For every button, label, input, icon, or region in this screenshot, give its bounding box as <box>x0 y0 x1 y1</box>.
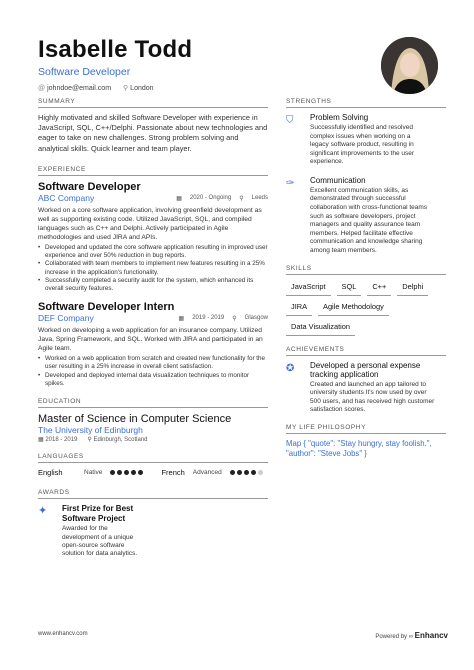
location-pin-icon: ⚲ <box>123 85 129 92</box>
job-bullet: • Collaborated with team members to implement new features resulting in a 25% increase in the application's functionality. <box>38 260 268 276</box>
strength-description: Successfully identified and resolved complex issues when working on a legacy software product, resulting in significant improvements to the user experience. <box>310 124 415 166</box>
job-bullet: • Worked on a web application from scratch and created new functionality for the user resulting in a 25% increase in overall client satisfaction. <box>38 355 268 371</box>
location-item <box>123 84 154 92</box>
achievement-description: Created and launched an app tailored to university students It's now used by over 500 users, and has received high customer satisfaction scores. <box>310 380 435 414</box>
philosophy-text: Map { "quote": "Stay hungry, stay foolish.", "author": "Steve Jobs" } <box>286 438 432 459</box>
strength-title: Communication <box>310 175 366 185</box>
strength-entry <box>286 113 446 167</box>
job-bullet: • Developed and deployed internal data visualization techniques to monitor spikes. <box>38 372 268 388</box>
rating-dot <box>258 470 263 475</box>
job-description: Worked on a core software application, involving greenfield development as well as supporting existing code. Utilized JavaScript, SQL, and compiled languages such as C++ and Delphi. Actively participated in Agile methodologies and used JIRA and APIs. <box>38 206 262 242</box>
right-column <box>286 98 446 460</box>
footer-website[interactable]: www.enhancv.com <box>38 631 88 637</box>
language-name: English <box>38 467 63 477</box>
education-entry <box>38 413 268 443</box>
profile-photo-image <box>381 37 438 94</box>
brand-name: Enhancv <box>414 631 448 640</box>
skill-tag: Delphi <box>397 280 428 296</box>
job-meta <box>38 193 268 203</box>
philosophy-section-title: MY LIFE PHILOSOPHY <box>286 424 446 434</box>
location-pin-icon: ⚲ <box>87 436 94 443</box>
job-title: Software Developer Intern <box>38 301 175 314</box>
skill-tag: Agile Methodology <box>318 300 389 316</box>
degree-title: Master of Science in Computer Science <box>38 412 232 425</box>
rating-dot <box>131 470 136 475</box>
job-entry <box>38 181 268 293</box>
at-icon: @ <box>38 84 46 92</box>
rating-dot <box>237 470 242 475</box>
footer-branding <box>375 631 448 640</box>
skill-tag: SQL <box>337 280 362 296</box>
job-bullet: • Developed and updated the core software application resulting in improved user experience and over 50% reduction in bug reports. <box>38 244 268 260</box>
handshake-icon: ✑ <box>286 177 295 189</box>
job-bullet: • Successfully completed a security audit for the system, which enhanced its overall security features. <box>38 277 268 293</box>
job-company: DEF Company <box>38 313 94 324</box>
left-column <box>38 98 268 559</box>
rating-dot <box>117 470 122 475</box>
job-description: Worked on developing a web application for an insurance company. Utilized Java, Spring Framework, and SQL. Worked with JIRA and participated in an Agile team. <box>38 327 263 353</box>
achievement-entry <box>286 361 446 415</box>
ribbon-icon: ✪ <box>286 362 295 374</box>
job-company: ABC Company <box>38 192 95 203</box>
strength-description: Excellent communication skills, as demonstrated through successful collaboration with cross-functional teams such as software developers, project managers and quality assurance team members. Helped facilitate effective communication and knowledge sharing among team members. <box>310 186 428 254</box>
skills-section-title: SKILLS <box>286 265 446 275</box>
language-level: Native <box>84 468 103 476</box>
profile-photo <box>381 37 438 94</box>
languages-section-title: LANGUAGES <box>38 453 268 463</box>
rating-dot <box>230 470 235 475</box>
awards-section-title: AWARDS <box>38 489 268 499</box>
experience-section-title: EXPERIENCE <box>38 166 268 176</box>
language-rating <box>230 470 263 475</box>
skill-tag: JIRA <box>286 300 312 316</box>
job-title: Software Developer <box>38 180 141 193</box>
language-rating <box>110 470 143 475</box>
job-meta-right <box>179 315 268 322</box>
job-meta-right <box>176 195 268 202</box>
location-pin-icon: ⚲ <box>232 316 237 323</box>
checkmark-shield-icon: ⛉ <box>286 115 294 126</box>
calendar-icon: ▦ <box>178 316 185 323</box>
award-entry <box>38 504 268 559</box>
skill-tag: C++ <box>367 280 391 296</box>
rating-dot <box>124 470 129 475</box>
email-text: johndoe@email.com <box>47 84 112 92</box>
job-location: Leeds <box>251 194 268 201</box>
skills-list <box>286 280 446 336</box>
rating-dot <box>138 470 143 475</box>
powered-by-text: Powered by <box>375 634 408 640</box>
rating-dot <box>251 470 256 475</box>
language-level: Advanced <box>192 468 222 476</box>
rating-dot <box>110 470 115 475</box>
summary-section-title: SUMMARY <box>38 98 268 108</box>
calendar-icon: ▦ <box>38 436 46 443</box>
language-name: French <box>161 467 185 477</box>
candidate-name: Isabelle Todd <box>38 36 193 63</box>
skill-tag: JavaScript <box>286 280 331 296</box>
calendar-icon: ▦ <box>176 195 182 202</box>
strength-title: Problem Solving <box>310 113 369 122</box>
job-meta <box>38 313 268 323</box>
summary-text: Highly motivated and skilled Software Developer with experience in JavaScript, SQL, C++/Delphi. Passionate about new technologies and eager to take on new challenges. Strong problem solving and analytical skills. Quick learner and team player. <box>38 113 268 153</box>
languages-row <box>38 468 268 477</box>
candidate-role: Software Developer <box>38 66 131 78</box>
strengths-section-title: STRENGTHS <box>286 98 446 108</box>
award-description: Awarded for the development of a unique open-source software solution for data analytics. <box>62 525 138 558</box>
resume-header <box>38 36 338 92</box>
education-dates: 2018 - 2019 <box>45 436 78 443</box>
job-bullets <box>38 244 268 293</box>
resume-footer <box>38 631 448 640</box>
job-bullets <box>38 355 268 388</box>
achievements-section-title: ACHIEVEMENTS <box>286 346 446 356</box>
education-meta <box>38 436 268 443</box>
job-dates: 2019 - 2019 <box>192 315 225 322</box>
job-location: Glasgow <box>244 315 268 322</box>
achievement-title: Developed a personal expense tracking application <box>310 360 421 379</box>
magic-wand-icon: ✦ <box>38 504 48 517</box>
school-name: The University of Edinburgh <box>38 424 143 435</box>
skill-tag: Data Visualization <box>286 320 355 336</box>
contact-row <box>38 84 338 92</box>
award-title: First Prize for Best Software Project <box>62 503 134 523</box>
email-item[interactable] <box>38 85 111 92</box>
job-dates: 2020 - Ongoing <box>189 194 232 201</box>
location-pin-icon: ⚲ <box>239 195 244 202</box>
education-section-title: EDUCATION <box>38 398 268 408</box>
strength-entry <box>286 176 446 256</box>
location-text: London <box>130 85 154 92</box>
enhancv-logo-icon: ∞ <box>408 634 415 640</box>
rating-dot <box>244 470 249 475</box>
job-entry <box>38 301 268 388</box>
education-location: Edinburgh, Scotland <box>93 436 148 443</box>
